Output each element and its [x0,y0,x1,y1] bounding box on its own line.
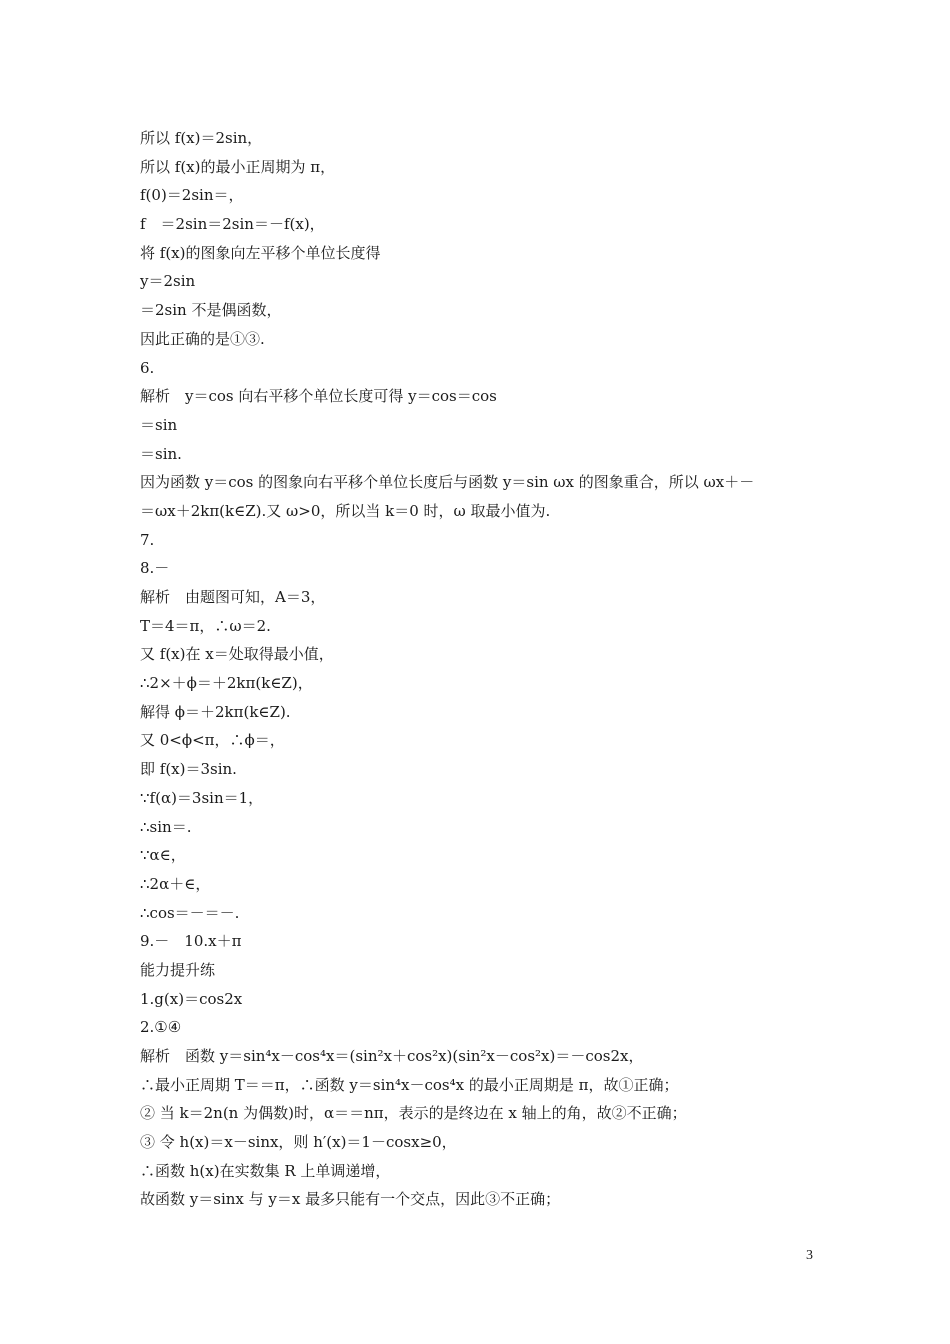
text-line: 解析 函数 y＝sin⁴x－cos⁴x＝(sin²x＋cos²x)(sin²x－cos²x)＝－cos2x， [140,1047,644,1065]
text-line: ∴函数 h(x)在实数集 R 上单调递增， [140,1161,391,1180]
text-line: 因此正确的是①③. [140,329,265,348]
text-line: y＝2sin [140,272,196,291]
question-number: 9.－ 10.x＋π [140,932,242,951]
text-line: 所以 f(x)的最小正周期为 π， [140,157,336,176]
text-line: ＝sin [140,415,178,434]
text-line: ∵α∈， [140,846,186,865]
text-line: f(0)＝2sin＝， [140,186,244,205]
text-line: ∴最小正周期 T＝＝π，∴函数 y＝sin⁴x－cos⁴x 的最小正周期是 π，故①正确； [140,1075,679,1094]
question-number: 6. [140,358,155,377]
text-line: 即 f(x)＝3sin. [140,760,237,779]
document-body [140,124,830,1214]
question-number: 1.g(x)＝cos2x [140,989,243,1008]
text-line: ∵f(α)＝3sin＝1， [140,788,264,807]
text-line: 故函数 y＝sinx 与 y＝x 最多只能有一个交点，因此③不正确； [140,1190,561,1209]
text-line: 解析 由题图可知，A＝3， [140,588,326,606]
text-line: 又 f(x)在 x＝处取得最小值， [140,645,334,664]
text-line: ② 当 k＝2n(n 为偶数)时，α＝＝nπ，表示的是终边在 x 轴上的角，故②不正确； [140,1104,687,1123]
text-line: 又 0<ϕ<π，∴ϕ＝， [140,731,285,750]
text-line: 将 f(x)的图象向左平移个单位长度得 [140,243,381,262]
question-number: 2.①④ [140,1018,182,1037]
question-number: 8.－ [140,559,170,578]
text-line: 因为函数 y＝cos 的图象向右平移个单位长度后与函数 y＝sin ωx 的图象重合，所以 ωx＋－ [140,473,755,492]
text-line: ＝sin. [140,444,182,463]
text-line: T＝4＝π，∴ω＝2. [140,616,271,635]
text-line: 解得 ϕ＝＋2kπ(k∈Z). [140,702,291,721]
question-number: 7. [140,530,155,549]
text-line: ∴sin＝. [140,817,192,836]
text-line: 所以 f(x)＝2sin， [140,129,263,147]
text-line: 解析 y＝cos 向右平移个单位长度可得 y＝cos＝cos [140,387,497,406]
text-line: f ＝2sin＝2sin＝－f(x)， [140,215,325,234]
text-line: ∴2α＋∈， [140,874,211,893]
text-line: ∴cos＝－＝－. [140,903,240,922]
text-line: ＝2sin 不是偶函数， [140,301,282,320]
section-heading: 能力提升练 [140,960,216,979]
text-line: ∴2×＋ϕ＝＋2kπ(k∈Z)， [140,674,313,693]
text-line: ③ 令 h(x)＝x－sinx，则 h′(x)＝1－cosx≥0， [140,1133,457,1152]
page-number: 3 [806,1248,813,1263]
text-line: ＝ωx＋2kπ(k∈Z).又 ω>0，所以当 k＝0 时，ω 取最小值为. [140,501,551,520]
